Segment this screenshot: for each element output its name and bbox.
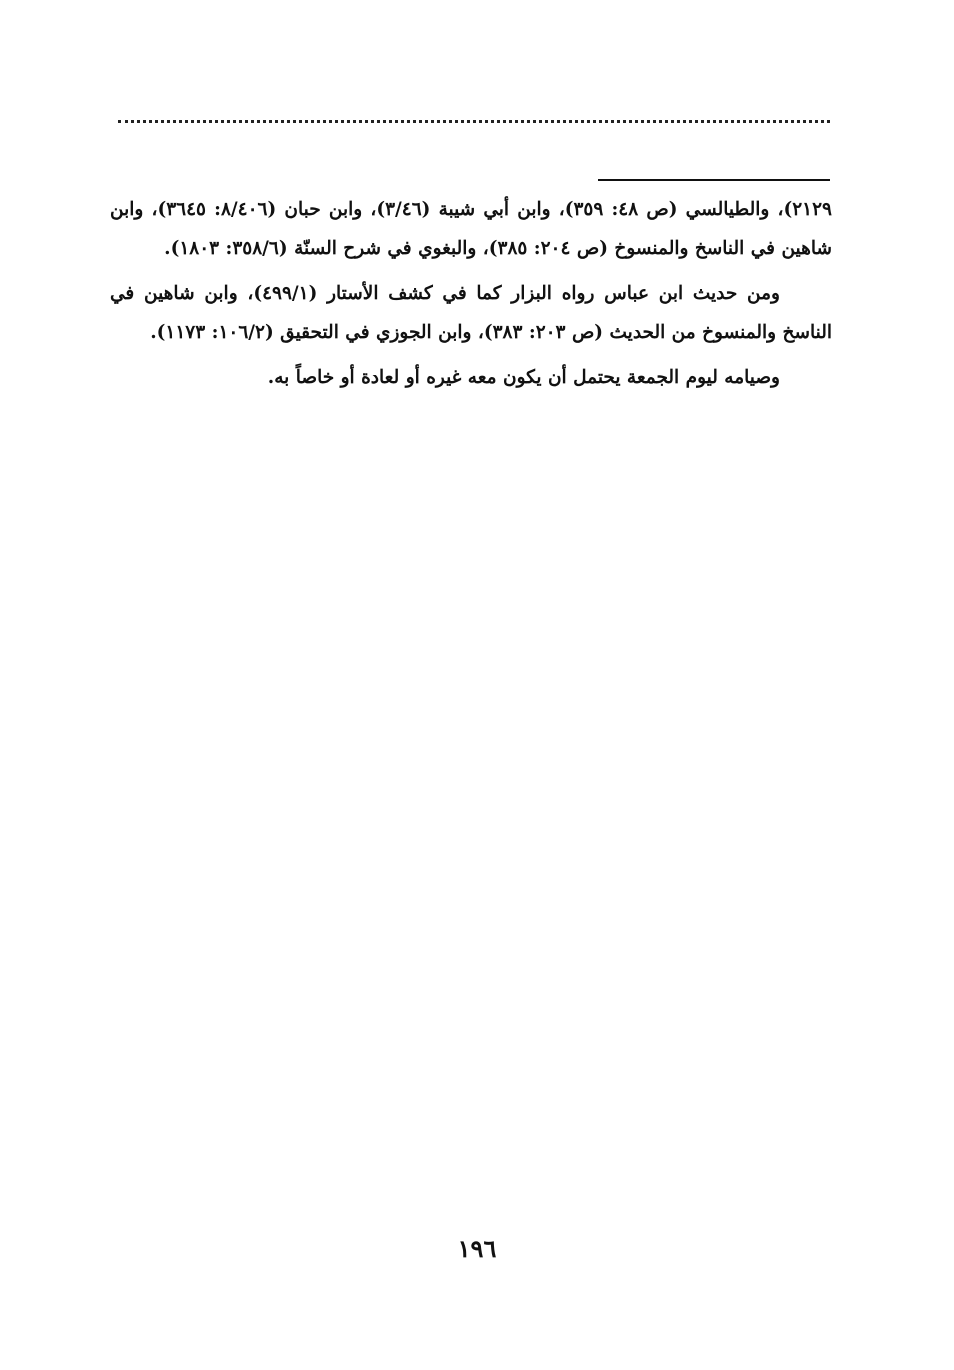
footnote-paragraph: وصيامه ليوم الجمعة يحتمل أن يكون معه غيره أو لعادة أو خاصاً به. — [267, 367, 780, 388]
footnote-paragraph: ٢١٢٩)، والطيالسي (ص ٤٨: ٣٥٩)، وابن أبي شيبة (٣/٤٦)، وابن حبان (٨/٤٠٦: ٣٦٤٥)، وابن شاهين في الناسخ والمنسوخ (ص ٢٠٤: ٣٨٥)، والبغوي في شرح السنّة (٣٥٨/٦: ١٨٠٣). — [110, 199, 832, 259]
footnote-paragraph: ومن حديث ابن عباس رواه البزار كما في كشف الأستار (٤٩٩/١)، وابن شاهين في الناسخ والمنسوخ من الحديث (ص ٢٠٣: ٣٨٣)، وابن الجوزي في التحقيق (١٠٦/٢: ١١٧٣). — [110, 283, 832, 343]
page-number: ١٩٦ — [457, 1234, 497, 1263]
dotted-separator — [118, 120, 830, 123]
footnote-separator-line — [598, 179, 830, 181]
footnote-text-block — [110, 190, 832, 397]
